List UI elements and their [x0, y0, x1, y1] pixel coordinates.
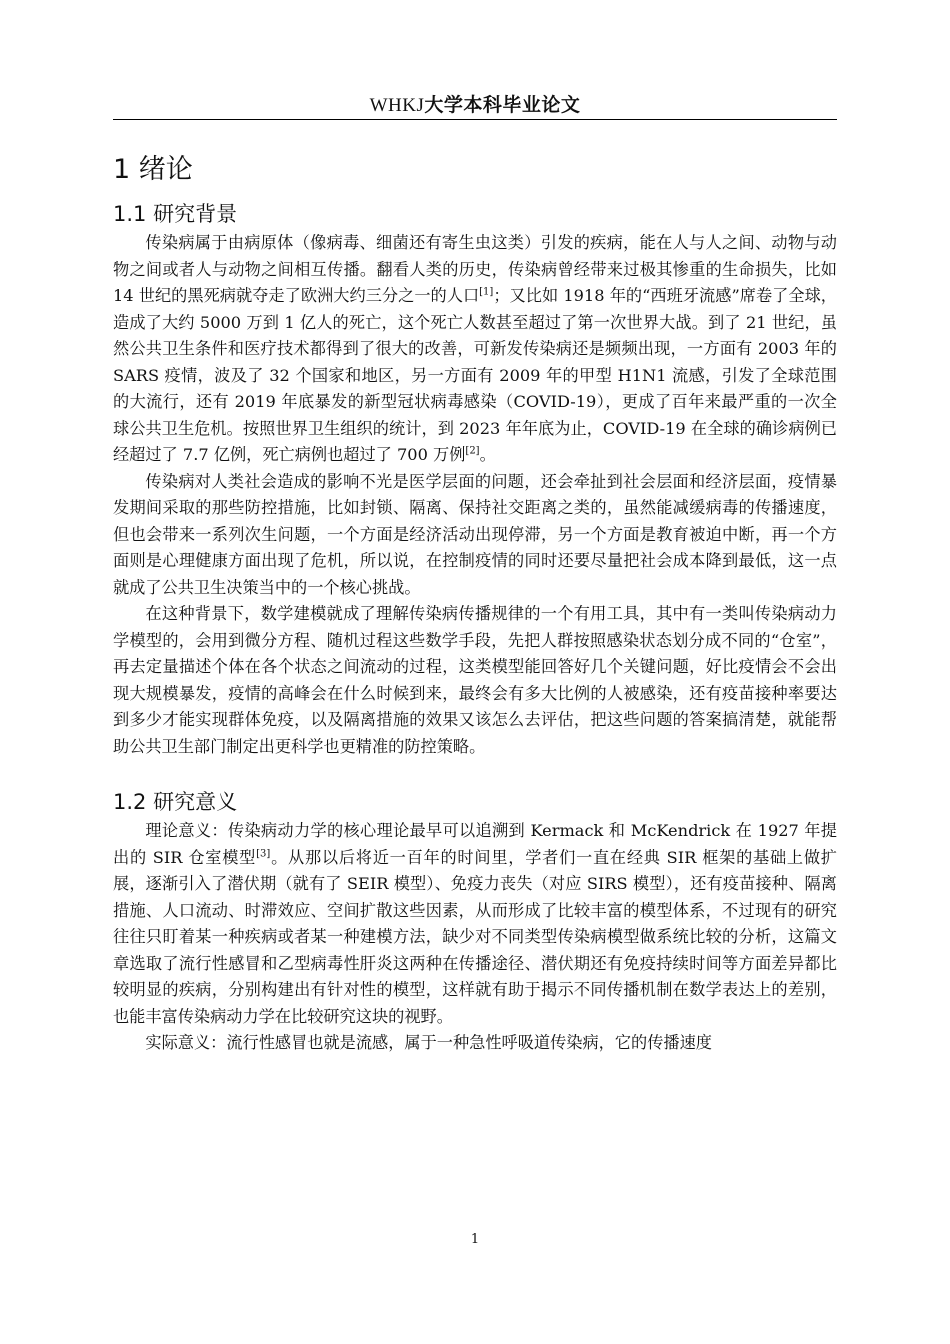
- paragraph-significance-1: [113, 818, 837, 1030]
- paragraph-text: 理论意义：传染病动力学的核心理论最早可以追溯到 Kermack 和 McKendrick 在 1927 年提出的 SIR 仓室模型: [113, 821, 837, 867]
- paragraph-background-3: 在这种背景下，数学建模就成了理解传染病传播规律的一个有用工具，其中有一类叫传染病动力学模型的，会用到微分方程、随机过程这些数学手段，先把人群按照感染状态划分成不同的“仓室”，再去定量描述个体在各个状态之间流动的过程，这类模型能回答好几个关键问题，好比疫情会不会出现大规模暴发，疫情的高峰会在什么时候到来，最终会有多大比例的人被感染，还有疫苗接种率要达到多少才能实现群体免疫，以及隔离措施的效果又该怎么去评估，把这些问题的答案搞清楚，就能帮助公共卫生部门制定出更科学也更精准的防控策略。: [113, 604, 837, 756]
- header-title: 大学本科毕业论文: [424, 94, 581, 116]
- section-title-background: 1.1 研究背景: [113, 202, 238, 226]
- citation-2[interactable]: [2]: [465, 445, 480, 457]
- citation-3[interactable]: [3]: [256, 848, 271, 860]
- citation-1[interactable]: [1]: [479, 286, 494, 298]
- body-text: [113, 150, 837, 1057]
- paragraph-background-2: 传染病对人类社会造成的影响不光是医学层面的问题，还会牵扯到社会层面和经济层面，疫情暴发期间采取的那些防控措施，比如封锁、隔离、保持社交距离之类的，虽然能减缓病毒的传播速度，但也会带来一系列次生问题，一个方面是经济活动出现停滞，另一个方面是教育被迫中断，再一个方面则是心理健康方面出现了危机，所以说，在控制疫情的同时还要尽量把社会成本降到最低，这一点就成了公共卫生决策当中的一个核心挑战。: [113, 471, 837, 597]
- paragraph-text: ；又比如 1918 年的“西班牙流感”席卷了全球，造成了大约 5000 万到 1 亿人的死亡，这个死亡人数甚至超过了第一次世界大战。到了 21 世纪，虽然公共卫生条件和医疗技术都得到了很大的改善，可新发传染病还是频频出现，一方面有 2003 年的 SARS 疫情，波及了 32 个国家和地区，另一方面有 2009 年的甲型 H1N1 流感，引发了全球范围的大流行，还有 2019 年底暴发的新型冠状病毒感染（COVID-19），更成了百年来最严重的一次全球公共卫生危机。按照世界卫生组织的统计，到 2023 年年底为止，COVID-19 在全球的确诊病例已经超过了 7.7 亿例，死亡病例也超过了 700 万例: [113, 286, 837, 464]
- page-number: 1: [470, 1232, 480, 1247]
- paragraph-text: 传染病属于由病原体（像病毒、细菌还有寄生虫这类）引发的疾病，能在人与人之间、动物与动物之间或者人与动物之间相互传播。翻看人类的历史，传染病曾经带来过极其惨重的生命损失，比如 14 世纪的黑死病就夺走了欧洲大约三分之一的人口: [113, 233, 837, 305]
- paragraph-text: 。: [479, 445, 496, 464]
- section-title-significance: 1.2 研究意义: [113, 790, 238, 814]
- chapter-title: 1 绪论: [113, 154, 193, 185]
- paragraph-background-1: [113, 230, 837, 469]
- paragraph-text: 。从那以后将近一百年的时间里，学者们一直在经典 SIR 框架的基础上做扩展，逐渐引入了潜伏期（就有了 SEIR 模型）、免疫力丧失（对应 SIRS 模型），还有疫苗接种、隔离措施、人口流动、时滞效应、空间扩散这些因素，从而形成了比较丰富的模型体系，不过现有的研究往往只盯着某一种疾病或者某一种建模方法，缺少对不同类型传染病模型做系统比较的分析，这篇文章选取了流行性感冒和乙型病毒性肝炎这两种在传播途径、潜伏期还有免疫持续时间等方面差异都比较明显的疾病，分别构建出有针对性的模型，这样就有助于揭示不同传播机制在数学表达上的差别，也能丰富传染病动力学在比较研究这块的视野。: [113, 847, 837, 1026]
- running-header: [113, 92, 837, 119]
- header-org: WHKJ: [369, 95, 425, 116]
- header-rule: [113, 119, 837, 120]
- paragraph-significance-2: 实际意义：流行性感冒也就是流感，属于一种急性呼吸道传染病，它的传播速度: [145, 1033, 712, 1052]
